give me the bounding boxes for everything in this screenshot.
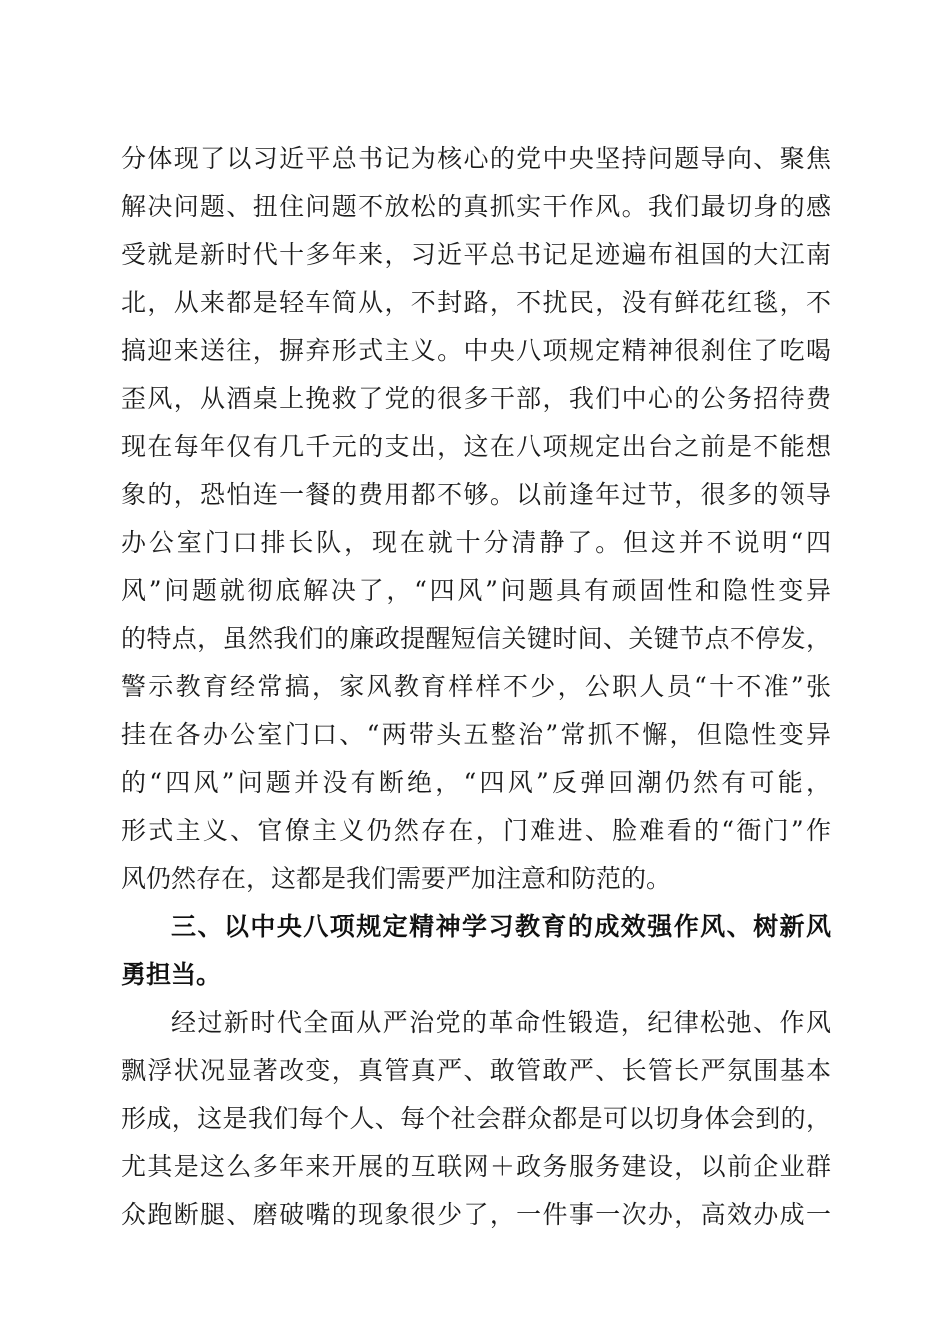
body-text-line: 尤其是这么多年来开展的互联网＋政务服务建设，以前企业群 [121, 1152, 831, 1181]
body-text-line: 风”问题就彻底解决了，“四风”问题具有顽固性和隐性变异 [121, 576, 831, 605]
body-text-line: 北，从来都是轻车简从，不封路，不扰民，没有鲜花红毯，不 [121, 288, 831, 317]
body-text-line: 办公室门口排长队，现在就十分清静了。但这并不说明“四 [121, 528, 831, 557]
body-text-line: 经过新时代全面从严治党的革命性锻造，纪律松弛、作风 [171, 1008, 831, 1037]
body-text-line: 的特点，虽然我们的廉政提醒短信关键时间、关键节点不停发， [121, 624, 831, 653]
body-text-line: 受就是新时代十多年来，习近平总书记足迹遍布祖国的大江南 [121, 240, 831, 269]
section-heading: 三、以中央八项规定精神学习教育的成效强作风、树新风 [171, 912, 831, 941]
body-text-line: 风仍然存在，这都是我们需要严加注意和防范的。 [121, 864, 672, 893]
body-text-line: 形成，这是我们每个人、每个社会群众都是可以切身体会到的， [121, 1104, 831, 1133]
body-text-line: 搞迎来送往，摒弃形式主义。中央八项规定精神很刹住了吃喝 [121, 336, 831, 365]
body-text-line: 分体现了以习近平总书记为核心的党中央坚持问题导向、聚焦 [121, 144, 831, 173]
body-text-line: 歪风，从酒桌上挽救了党的很多干部，我们中心的公务招待费 [121, 384, 831, 413]
body-text-line: 的“四风”问题并没有断绝，“四风”反弹回潮仍然有可能， [121, 768, 831, 797]
body-text-line: 众跑断腿、磨破嘴的现象很少了，一件事一次办，高效办成一 [121, 1200, 831, 1229]
body-text-line: 飘浮状况显著改变，真管真严、敢管敢严、长管长严氛围基本 [121, 1056, 831, 1085]
body-text-line: 象的，恐怕连一餐的费用都不够。以前逢年过节，很多的领导 [121, 480, 831, 509]
body-text-line: 警示教育经常搞，家风教育样样不少，公职人员“十不准”张 [121, 672, 831, 701]
section-heading: 勇担当。 [121, 960, 222, 989]
body-text-line: 挂在各办公室门口、“两带头五整治”常抓不懈，但隐性变异 [121, 720, 831, 749]
body-text-line: 形式主义、官僚主义仍然存在，门难进、脸难看的“衙门”作 [121, 816, 831, 845]
body-text-line: 现在每年仅有几千元的支出，这在八项规定出台之前是不能想 [121, 432, 831, 461]
body-text-line: 解决问题、扭住问题不放松的真抓实干作风。我们最切身的感 [121, 192, 831, 221]
